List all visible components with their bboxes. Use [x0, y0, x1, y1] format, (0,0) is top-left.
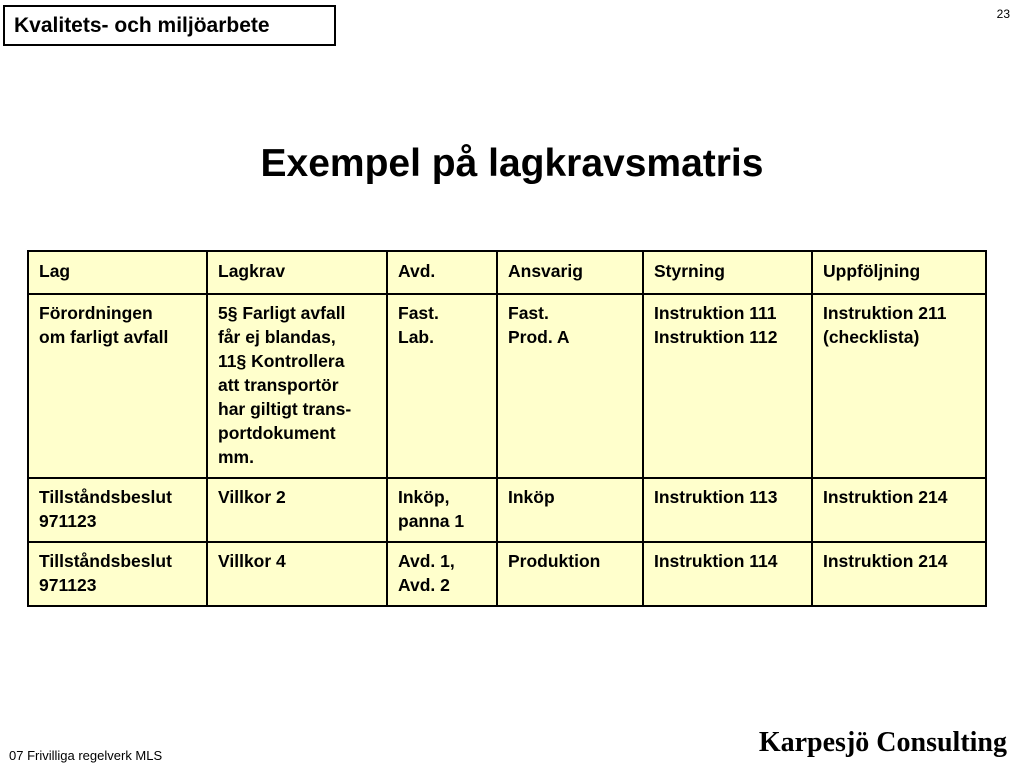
table-header-row: [28, 251, 986, 294]
table-row: [28, 478, 986, 542]
table-cell: Instruktion 114: [643, 542, 812, 606]
column-header-lag: Lag: [28, 251, 207, 294]
table-cell: Tillståndsbeslut 971123: [28, 542, 207, 606]
table-row: [28, 294, 986, 478]
legal-requirements-table: [27, 250, 987, 607]
column-header-ansvarig: Ansvarig: [497, 251, 643, 294]
table-cell: Villkor 2: [207, 478, 387, 542]
table-cell: Instruktion 111 Instruktion 112: [643, 294, 812, 478]
column-header-uppfoljning: Uppföljning: [812, 251, 986, 294]
table-row: [28, 542, 986, 606]
column-header-avd: Avd.: [387, 251, 497, 294]
table-cell: Förordningen om farligt avfall: [28, 294, 207, 478]
page-number: 23: [996, 7, 1010, 21]
table-cell: Villkor 4: [207, 542, 387, 606]
table-cell: Instruktion 214: [812, 478, 986, 542]
table-cell: Tillståndsbeslut 971123: [28, 478, 207, 542]
table-cell: Fast. Prod. A: [497, 294, 643, 478]
table-cell: Fast. Lab.: [387, 294, 497, 478]
section-tag-label: Kvalitets- och miljöarbete: [14, 13, 270, 37]
table-cell: 5§ Farligt avfall får ej blandas, 11§ Kontrollera att transportör har giltigt trans- portdokument mm.: [207, 294, 387, 478]
table-cell: Instruktion 113: [643, 478, 812, 542]
footer-course-label: 07 Frivilliga regelverk MLS: [9, 748, 163, 763]
section-tag: [3, 5, 336, 46]
slide-title: Exempel på lagkravsmatris: [260, 142, 764, 185]
table-cell: Instruktion 211 (checklista): [812, 294, 986, 478]
table-cell: Instruktion 214: [812, 542, 986, 606]
column-header-lagkrav: Lagkrav: [207, 251, 387, 294]
brand-logo-text: Karpesjö Consulting: [758, 727, 1007, 758]
table-cell: Inköp: [497, 478, 643, 542]
table-cell: Inköp, panna 1: [387, 478, 497, 542]
table-cell: Avd. 1, Avd. 2: [387, 542, 497, 606]
table-cell: Produktion: [497, 542, 643, 606]
column-header-styrning: Styrning: [643, 251, 812, 294]
